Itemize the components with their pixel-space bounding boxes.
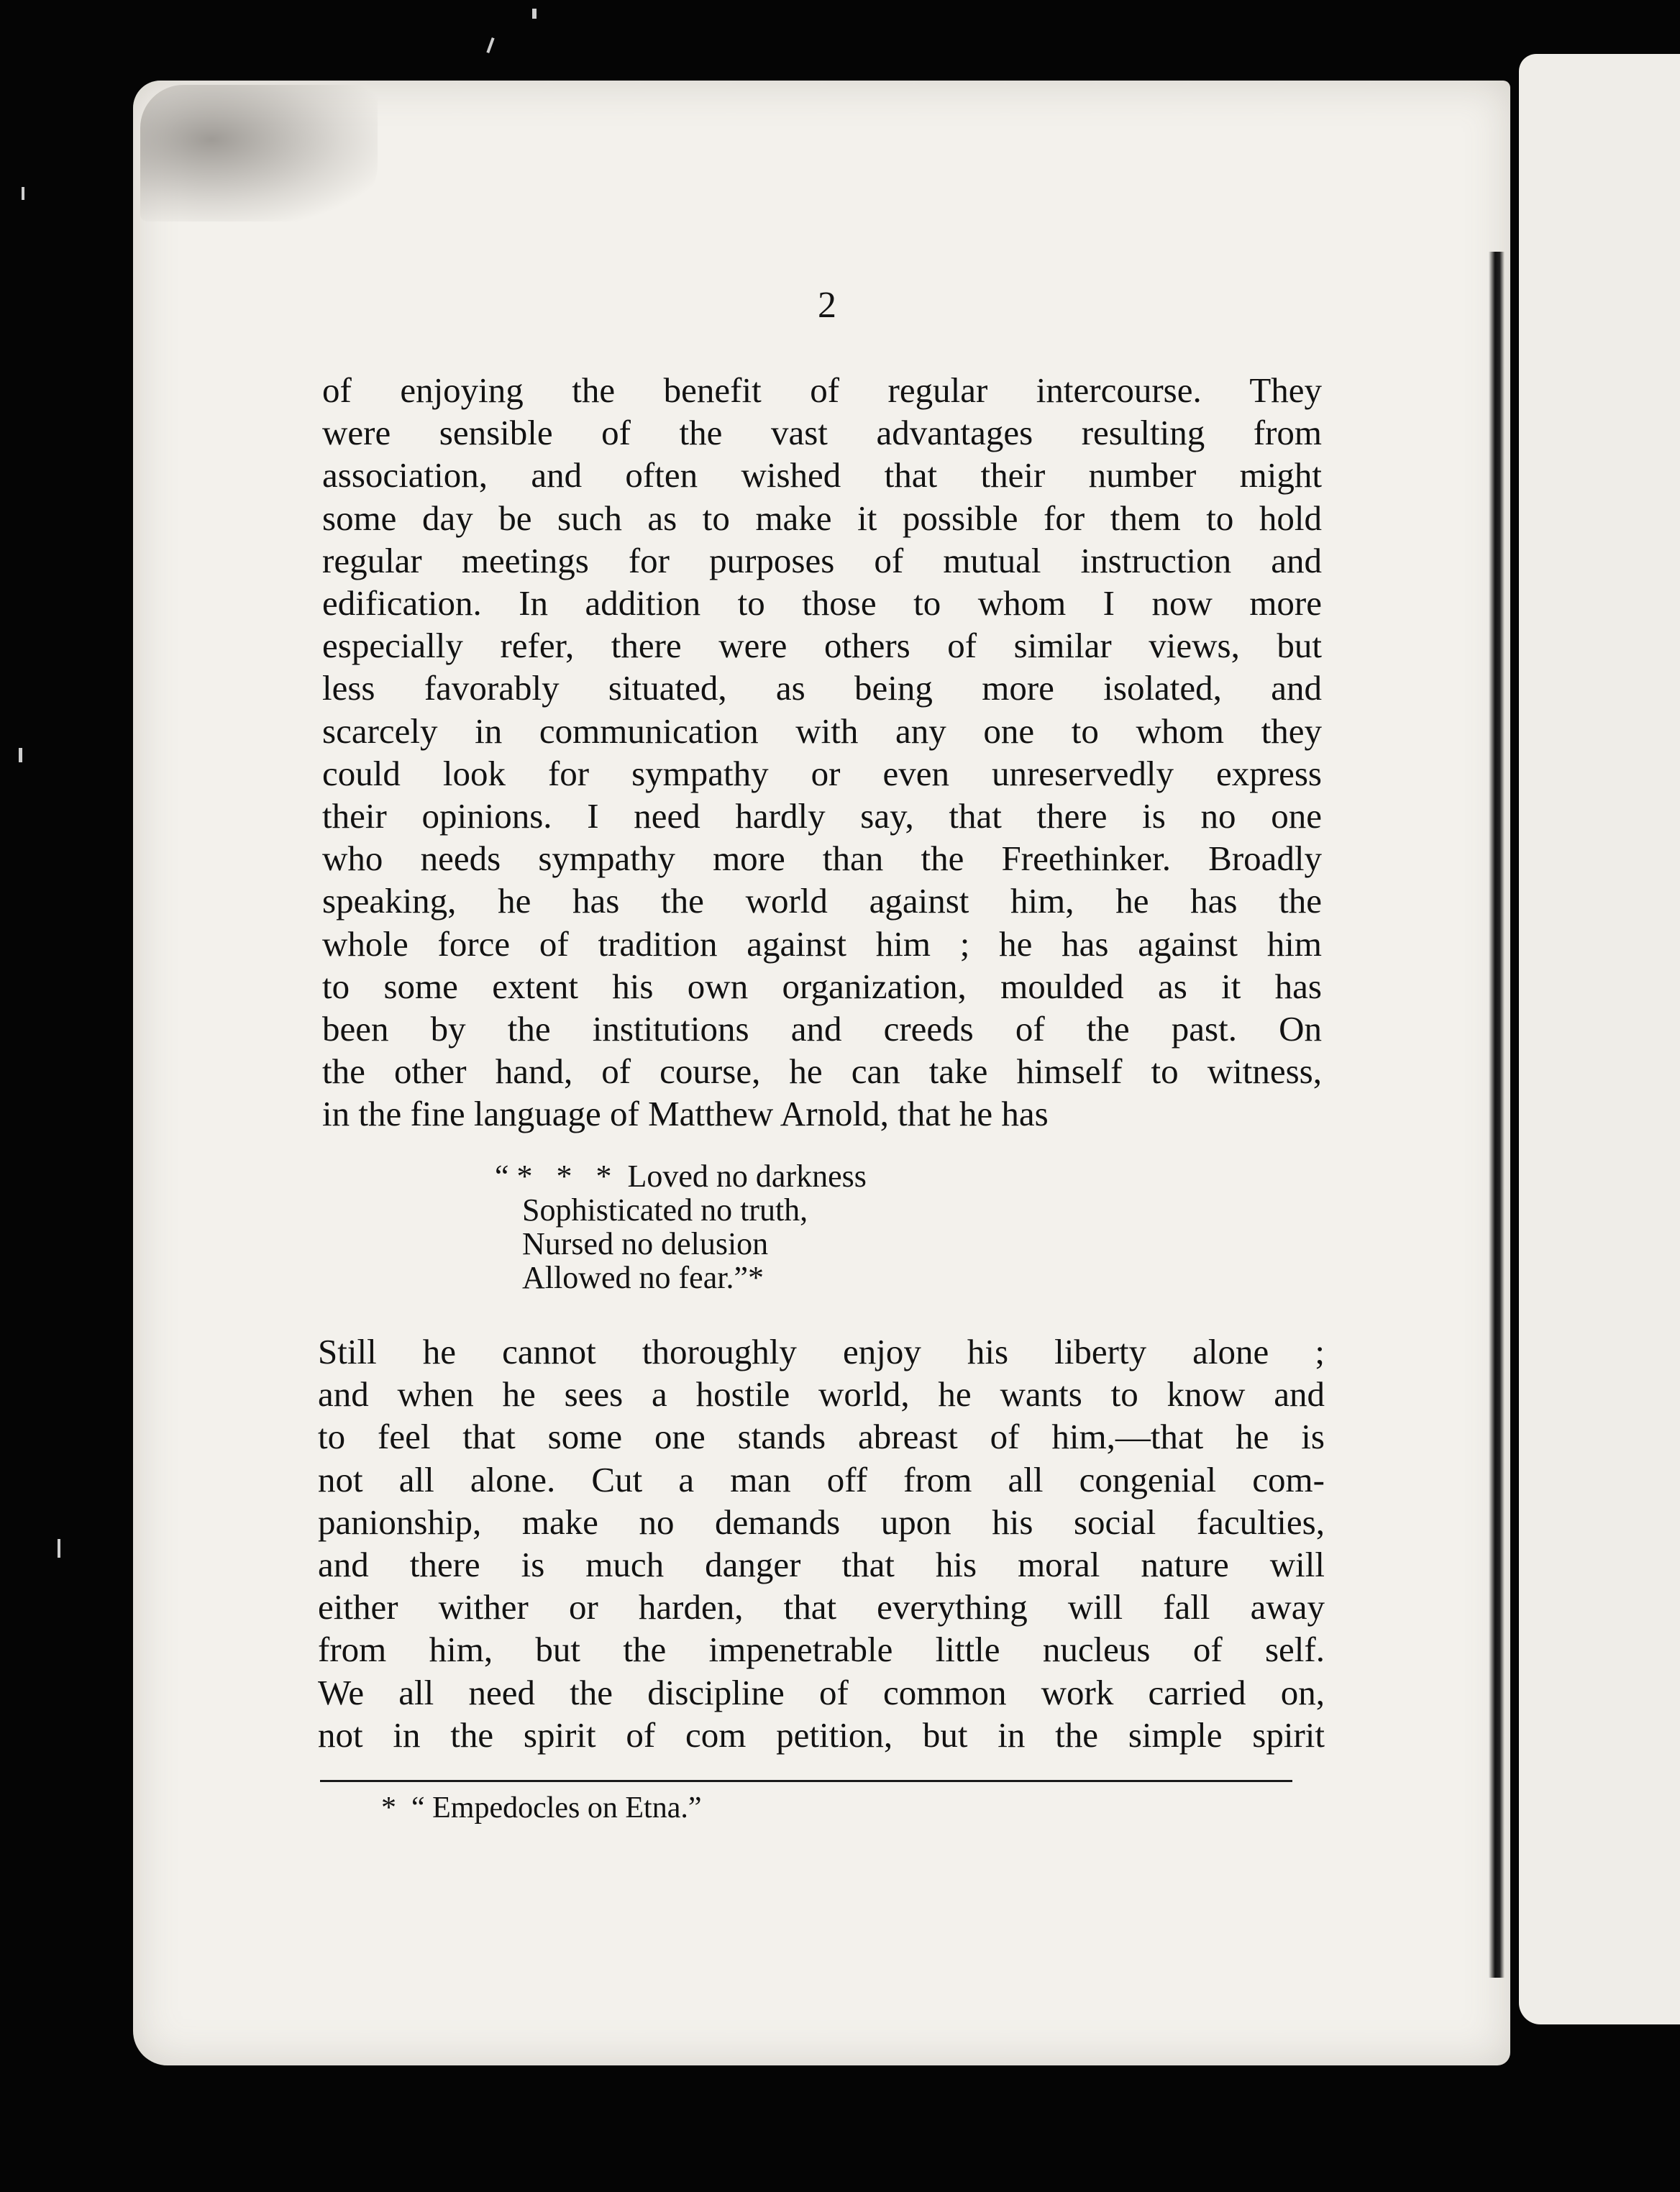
page-corner-stain bbox=[140, 85, 378, 222]
text-line: scarcely in communication with any one to whom they bbox=[322, 711, 1322, 751]
paragraph-2 bbox=[318, 1330, 1325, 1756]
page-number: 2 bbox=[818, 285, 836, 326]
text-line: especially refer, there were others of similar views, but bbox=[322, 626, 1322, 666]
verse-line: Nursed no delusion bbox=[522, 1226, 769, 1261]
verse-line: Sophisticated no truth, bbox=[522, 1192, 808, 1228]
text-line: We all need the discipline of common work carried on, bbox=[318, 1672, 1325, 1712]
verse-line: “ * * * Loved no darkness bbox=[495, 1159, 867, 1194]
text-line: not in the spirit of com petition, but in the simple spirit bbox=[318, 1714, 1325, 1755]
page-gutter-shadow bbox=[1489, 252, 1505, 1978]
text-line: edification. In addition to those to whom I now more bbox=[322, 583, 1322, 624]
text-line: could look for sympathy or even unreservedly express bbox=[322, 753, 1322, 793]
text-line: of enjoying the benefit of regular intercourse. They bbox=[322, 370, 1322, 410]
scan-speck bbox=[532, 9, 537, 19]
text-line: their opinions. I need hardly say, that there is no one bbox=[322, 796, 1322, 836]
text-line: panionship, make no demands upon his social faculties, bbox=[318, 1502, 1325, 1542]
paragraph-1 bbox=[322, 369, 1322, 1136]
text-line: to some extent his own organization, moulded as it has bbox=[322, 966, 1322, 1006]
text-line: speaking, he has the world against him, he has the bbox=[322, 881, 1322, 921]
text-line: and there is much danger that his moral nature will bbox=[318, 1545, 1325, 1585]
footnote: * “ Empedocles on Etna.” bbox=[381, 1791, 702, 1825]
scan-speck bbox=[58, 1539, 60, 1558]
scan-speck bbox=[486, 37, 494, 53]
verse-line: Allowed no fear.”* bbox=[522, 1260, 764, 1295]
text-line: not all alone. Cut a man off from all congenial com- bbox=[318, 1459, 1325, 1499]
text-line: association, and often wished that their number might bbox=[322, 455, 1322, 496]
scan-speck bbox=[22, 187, 24, 200]
text-line: the other hand, of course, he can take himself to witness, bbox=[322, 1051, 1322, 1092]
text-line: from him, but the impenetrable little nucleus of self. bbox=[318, 1630, 1325, 1670]
text-line: less favorably situated, as being more isolated, and bbox=[322, 668, 1322, 708]
text-line: in the fine language of Matthew Arnold, that he has bbox=[322, 1094, 1049, 1134]
verse-quotation bbox=[495, 1159, 867, 1294]
text-line: been by the institutions and creeds of the past. On bbox=[322, 1009, 1322, 1049]
text-line: were sensible of the vast advantages resulting from bbox=[322, 413, 1322, 453]
text-line: some day be such as to make it possible for them to hold bbox=[322, 498, 1322, 538]
text-line: and when he sees a hostile world, he wants to know and bbox=[318, 1374, 1325, 1415]
text-line: either wither or harden, that everything will fall away bbox=[318, 1587, 1325, 1627]
text-line: whole force of tradition against him ; he has against him bbox=[322, 923, 1322, 964]
scan-speck bbox=[19, 748, 22, 762]
adjacent-page-edge bbox=[1519, 54, 1680, 2024]
text-line: to feel that some one stands abreast of him,—that he is bbox=[318, 1417, 1325, 1457]
text-line: regular meetings for purposes of mutual instruction and bbox=[322, 540, 1322, 580]
text-line: who needs sympathy more than the Freethinker. Broadly bbox=[322, 839, 1322, 879]
text-line: Still he cannot thoroughly enjoy his liberty alone ; bbox=[318, 1332, 1325, 1371]
footnote-divider bbox=[320, 1780, 1292, 1782]
